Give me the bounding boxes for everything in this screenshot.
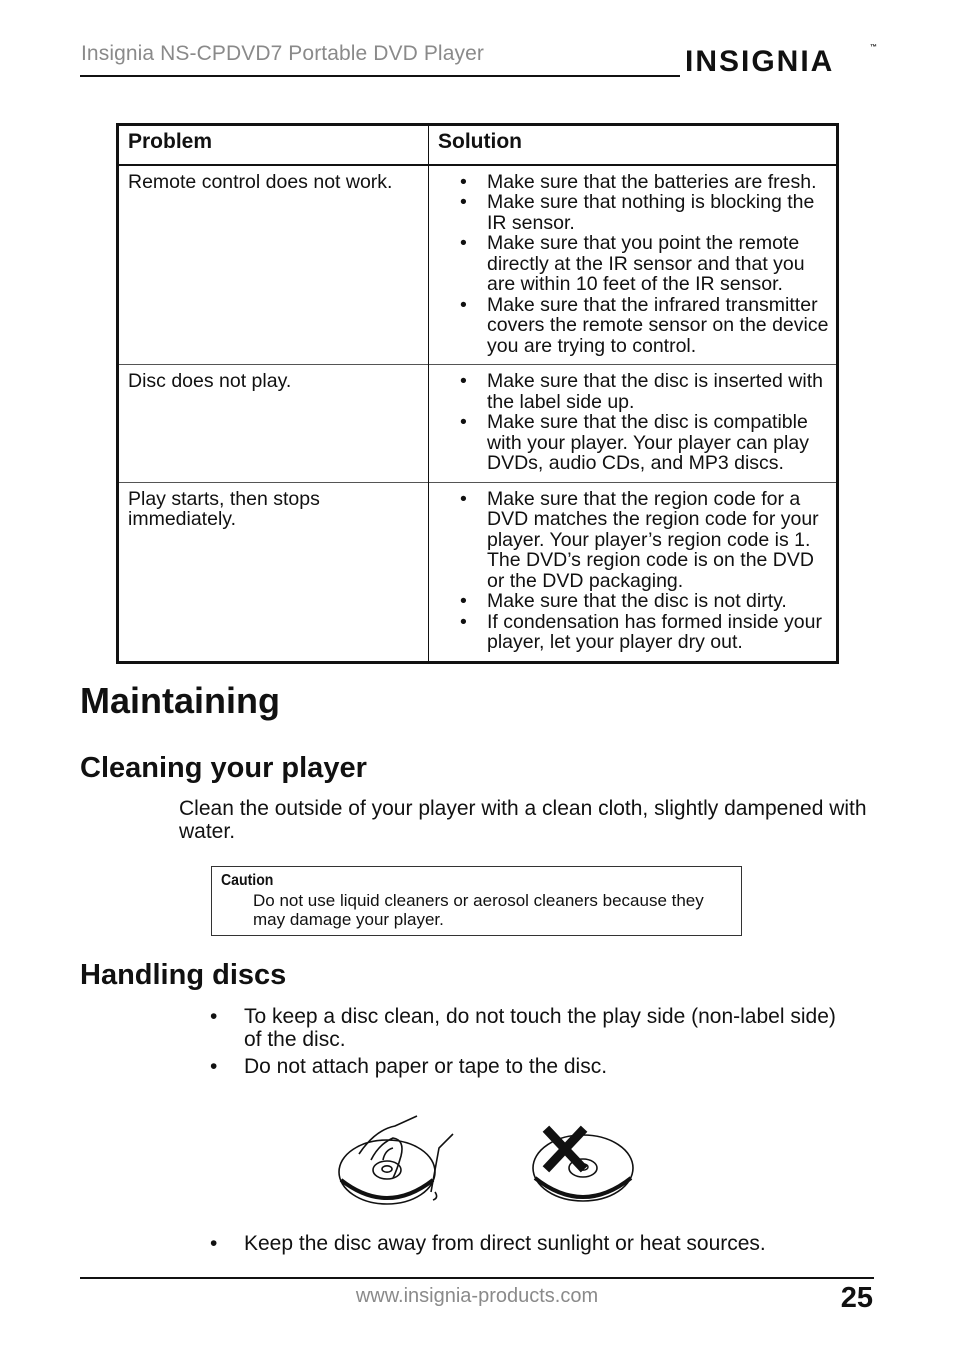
handling-list xyxy=(210,1005,850,1082)
insignia-logo xyxy=(685,40,880,90)
solution-item xyxy=(438,412,832,474)
table-row xyxy=(118,365,838,483)
solution-text: If condensation has formed inside your player, let your player dry out. xyxy=(487,610,822,653)
solution-list xyxy=(438,172,832,357)
footer-url: www.insignia-products.com xyxy=(355,1285,599,1307)
solution-text: Make sure that you point the remote directly at the IR sensor and that you are within 10 feet of the IR sensor. xyxy=(487,232,805,295)
footer-rule xyxy=(80,1277,874,1279)
problem-cell: Disc does not play. xyxy=(118,365,429,483)
bullet-icon: • xyxy=(210,1232,218,1255)
table-row xyxy=(118,165,838,365)
solution-text: Make sure that nothing is blocking the IR sensor. xyxy=(487,191,815,234)
troubleshooting-table xyxy=(116,123,839,664)
bullet-icon: • xyxy=(460,232,467,254)
solution-item xyxy=(438,612,832,653)
list-item xyxy=(210,1055,850,1078)
solution-text: Make sure that the infrared transmitter covers the remote sensor on the device you are trying to control. xyxy=(487,293,829,357)
incorrect-handling-disc-icon xyxy=(533,1132,633,1201)
table-row xyxy=(118,482,838,662)
list-item-text: Keep the disc away from direct sunlight or heat sources. xyxy=(244,1232,766,1255)
subsection-title-cleaning: Cleaning your player xyxy=(80,752,367,784)
bullet-icon: • xyxy=(460,170,467,193)
cleaning-paragraph: Clean the outside of your player with a clean cloth, slightly dampened with water. xyxy=(179,797,867,843)
solution-cell xyxy=(429,365,838,483)
header-rule xyxy=(80,75,680,77)
solution-text: Make sure that the disc is compatible with your player. Your player can play DVDs, audio CDs, and MP3 discs. xyxy=(487,411,809,474)
solution-text: Make sure that the batteries are fresh. xyxy=(487,170,817,193)
column-header-solution: Solution xyxy=(429,125,838,165)
caution-title: Caution xyxy=(221,872,274,889)
running-header-title: Insignia NS-CPDVD7 Portable DVD Player xyxy=(81,42,484,65)
disc-handling-illustration xyxy=(335,1108,645,1213)
solution-item xyxy=(438,233,832,295)
list-item xyxy=(210,1005,850,1051)
bullet-icon: • xyxy=(210,1055,218,1078)
page-number: 25 xyxy=(840,1282,873,1314)
solution-item xyxy=(438,172,832,193)
column-header-problem: Problem xyxy=(118,125,429,165)
list-item xyxy=(210,1232,850,1255)
solution-item xyxy=(438,489,832,592)
solution-item xyxy=(438,371,832,412)
list-item-text: Do not attach paper or tape to the disc. xyxy=(244,1055,608,1078)
solution-text: Make sure that the disc is inserted with the label side up. xyxy=(487,370,823,413)
subsection-title-handling: Handling discs xyxy=(80,959,287,991)
problem-cell: Remote control does not work. xyxy=(118,165,429,365)
logo-text: INSIGNIA xyxy=(685,45,835,78)
bullet-icon: • xyxy=(460,191,467,213)
logo-trademark: ™ xyxy=(870,44,877,51)
correct-handling-disc-icon xyxy=(339,1116,453,1204)
solution-text: Make sure that the disc is not dirty. xyxy=(487,590,787,612)
solution-cell xyxy=(429,482,838,662)
caution-text: Do not use liquid cleaners or aerosol cleaners because they may damage your player. xyxy=(253,891,704,929)
bullet-icon: • xyxy=(460,590,467,612)
list-item-text: To keep a disc clean, do not touch the play side (non-label side) of the disc. xyxy=(244,1005,836,1051)
solution-text: Make sure that the region code for a DVD matches the region code for your player. Your player’s region code is 1. The DVD’s region code is on the DVD or the DVD packaging. xyxy=(487,487,819,592)
solution-item xyxy=(438,591,832,612)
table-header-row xyxy=(118,125,838,165)
solution-cell xyxy=(429,165,838,365)
bullet-icon: • xyxy=(460,370,467,392)
bullet-icon: • xyxy=(460,610,467,633)
bullet-icon: • xyxy=(460,487,467,510)
problem-cell: Play starts, then stops immediately. xyxy=(118,482,429,662)
bullet-icon: • xyxy=(460,411,467,433)
solution-item xyxy=(438,192,832,233)
caution-box xyxy=(211,866,742,936)
solution-list xyxy=(438,489,832,653)
bullet-icon: • xyxy=(460,293,467,316)
section-title-maintaining: Maintaining xyxy=(80,680,280,721)
solution-item xyxy=(438,295,832,357)
solution-list xyxy=(438,371,832,474)
handling-list-continued xyxy=(210,1232,850,1259)
bullet-icon: • xyxy=(210,1005,218,1028)
